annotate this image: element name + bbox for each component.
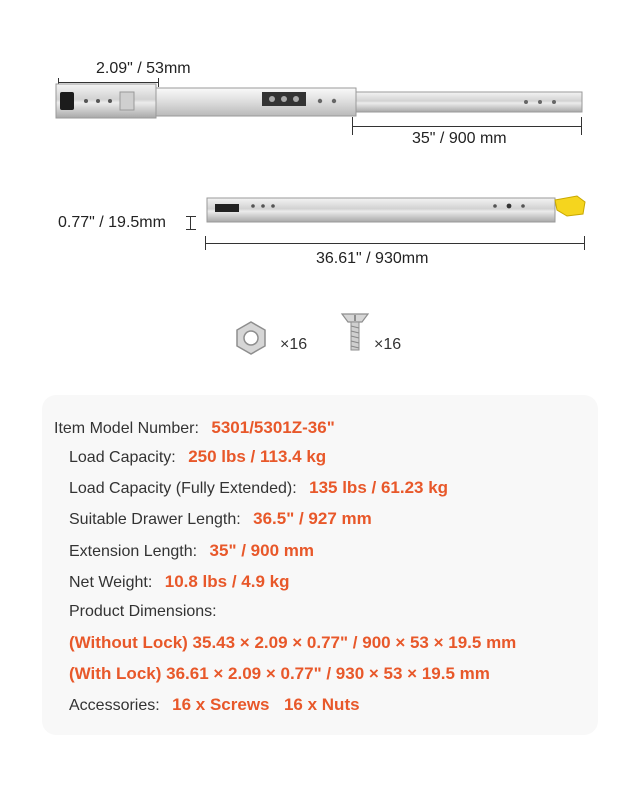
closed-slide-image (205, 192, 595, 232)
spec-model-label: Item Model Number: (54, 420, 199, 437)
spec-drawer-length-value: 36.5" / 927 mm (253, 509, 372, 528)
spec-model-value: 5301/5301Z-36" (211, 418, 335, 437)
spec-model (54, 418, 335, 438)
thickness-dimension-label: 0.77" / 19.5mm (58, 214, 166, 231)
spec-accessories (69, 695, 360, 715)
spec-net-weight (69, 572, 290, 592)
extension-dimension-label: 35" / 900 mm (412, 130, 507, 147)
spec-load (69, 447, 326, 467)
spec-load-value: 250 lbs / 113.4 kg (188, 447, 327, 466)
spec-load-extended-label: Load Capacity (Fully Extended): (69, 480, 297, 497)
length-dimension-line (205, 243, 585, 244)
spec-accessories-nuts: 16 x Nuts (283, 695, 360, 714)
spec-dimensions-without-lock: (Without Lock) 35.43 × 2.09 × 0.77" / 900 × 53 × 19.5 mm (69, 633, 517, 652)
spec-drawer-length-label: Suitable Drawer Length: (69, 511, 241, 528)
extension-dimension-line (352, 126, 582, 127)
width-dimension-label: 2.09" / 53mm (96, 60, 191, 77)
spec-extension-length-value: 35" / 900 mm (209, 541, 315, 560)
spec-drawer-length (69, 509, 372, 529)
spec-load-label: Load Capacity: (69, 449, 176, 466)
hex-nut-icon (233, 320, 269, 356)
thickness-marker (186, 216, 196, 230)
screw-count: ×16 (374, 336, 402, 353)
spec-accessories-screws: 16 x Screws (172, 695, 270, 714)
spec-load-extended-value: 135 lbs / 61.23 kg (309, 478, 449, 497)
length-dimension-label: 36.61" / 930mm (316, 250, 429, 267)
spec-dimensions-with-lock: (With Lock) 36.61 × 2.09 × 0.77" / 930 × 53 × 19.5 mm (69, 664, 490, 683)
spec-net-weight-value: 10.8 lbs / 4.9 kg (164, 572, 290, 591)
nut-count: ×16 (280, 336, 308, 353)
spec-dimensions-label: Product Dimensions: (69, 603, 217, 620)
spec-net-weight-label: Net Weight: (69, 574, 153, 591)
screw-icon (340, 310, 370, 354)
spec-load-extended (69, 478, 448, 498)
extended-slide-image (50, 82, 590, 132)
spec-card (42, 395, 598, 735)
spec-extension-length (69, 541, 314, 561)
spec-extension-length-label: Extension Length: (69, 543, 198, 560)
spec-accessories-label: Accessories: (69, 697, 160, 714)
